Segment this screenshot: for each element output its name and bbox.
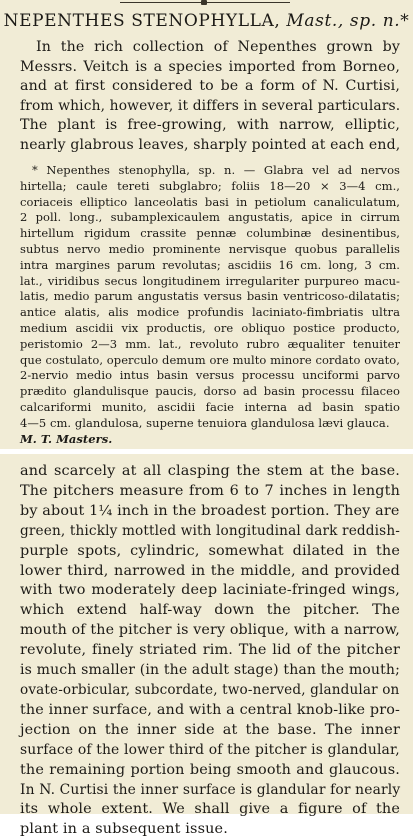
continuation-line: The pitchers measure from 6 to 7 inches in length [20, 482, 400, 499]
continuation-line: its whole extent. We shall give a figure of the [20, 801, 400, 818]
footnote-line: prædito glandulisque paucis, dorso ad basin processu filaceo [20, 384, 400, 399]
title-main: NEPENTHES STENOPHYLLA, [3, 11, 281, 31]
intro-line: and at first considered to be a form of N. Curtisi, [20, 78, 400, 94]
footnote-line: subtus nervo medio prominente nervisque quobus parallelis [20, 241, 400, 256]
footnote-line: latis, medio parum angustatis versus basin ventricoso-dilatatis; [20, 289, 400, 304]
footnote-line: calcariformi munito, ascidii facie interna ad basin spatio [20, 399, 400, 414]
footnote-line: hirtella; caule tereti subglabro; foliis 18—20 × 3—4 cm., [20, 178, 400, 193]
continuation-line: revolute, finely striated rim. The lid of the pitcher [20, 642, 400, 659]
footnote-line: * Nepenthes stenophylla, sp. n. — Glabra vel ad nervos [32, 163, 400, 177]
header-ornament [201, 0, 207, 5]
continuation-line: by about 1¼ inch in the broadest portion. They are [20, 502, 400, 519]
intro-line: nearly glabrous leaves, sharply pointed at each end, [20, 136, 401, 153]
footnote-line: coriaceis elliptico lanceolatis basi in petiolum canaliculatum, [20, 194, 400, 209]
continuation-line: with two moderately deep laciniate-fringed wings, [20, 582, 400, 599]
continuation-line: ovate-orbicular, subcordate, two-nerved, glandular on [20, 681, 400, 698]
page-title [0, 11, 413, 31]
intro-line: In the rich collection of Nepenthes grown by [36, 39, 400, 55]
continuation-line: lower third, narrowed in the middle, and provided [20, 562, 400, 579]
footnote-line: 2-nervio medio intus basin versus processu unciformi parvo [20, 368, 400, 383]
continuation-line: mouth of the pitcher is very oblique, with a narrow, [20, 622, 400, 639]
intro-line: from which, however, it differs in several particulars. [20, 97, 401, 114]
continuation-line: and scarcely at all clasping the stem at the base. [20, 463, 400, 479]
continuation-line: plant in a subsequent issue. [20, 821, 228, 838]
footnote-line: 4—5 cm. glandulosa, superne tenuiora glandulosa lævi glauca. [20, 415, 390, 430]
page-bottom [0, 454, 413, 838]
footnote-line: 2 poll. long., subamplexicaulem angustatis, apice in cirrum [20, 210, 400, 225]
continuation-line: the inner surface, and with a central knob-like pro- [20, 701, 401, 718]
continuation-paragraph [20, 462, 400, 840]
footnote-line: hirtellum rigidum crassite pennæ columbinæ desinentibus, [20, 226, 400, 241]
continuation-line: which extend half-way down the pitcher. The [20, 602, 400, 619]
intro-line: Messrs. Veitch is a species imported from Borneo, [20, 58, 400, 75]
intro-paragraph [20, 38, 400, 155]
footnote-lines [20, 163, 400, 432]
continuation-line: jection on the inner side at the base. The inner [20, 721, 400, 738]
footnote-line: medium ascidii vix productis, ore obliquo postice producto, [20, 320, 400, 335]
footnote-line: peristomio 2—3 mm. lat., revoluto rubro æqualiter tenuiter [20, 336, 400, 351]
footnote-line: lat., viridibus secus longitudinem irregulariter purpureo macu- [20, 273, 400, 288]
continuation-line: the remaining portion being smooth and glaucous. [20, 761, 400, 778]
footnote-line: intra margines parum revolutas; ascidiis 16 cm. long, 3 cm. [20, 257, 400, 272]
continuation-line: is much smaller (in the adult stage) than the mouth; [20, 662, 401, 679]
intro-line: The plant is free-growing, with narrow, elliptic, [20, 117, 400, 133]
continuation-line: purple spots, cylindric, somewhat dilated in the [20, 542, 400, 559]
footnote-line: antice alatis, alis modice profundis laciniato-fimbriatis ultra [20, 305, 400, 320]
footnote-line: que costulato, operculo demum ore multo minore cordato ovato, [20, 352, 400, 367]
continuation-line: In N. Curtisi the inner surface is glandular for nearly [20, 781, 401, 798]
continuation-line: green, thickly mottled with longitudinal dark reddish- [20, 522, 401, 539]
title-authority: Mast., sp. n.* [286, 11, 410, 31]
footnote-signature: M. T. Masters. [20, 431, 113, 446]
continuation-line: surface of the lower third of the pitcher is glandular, [20, 741, 400, 758]
latin-footnote [20, 163, 400, 447]
